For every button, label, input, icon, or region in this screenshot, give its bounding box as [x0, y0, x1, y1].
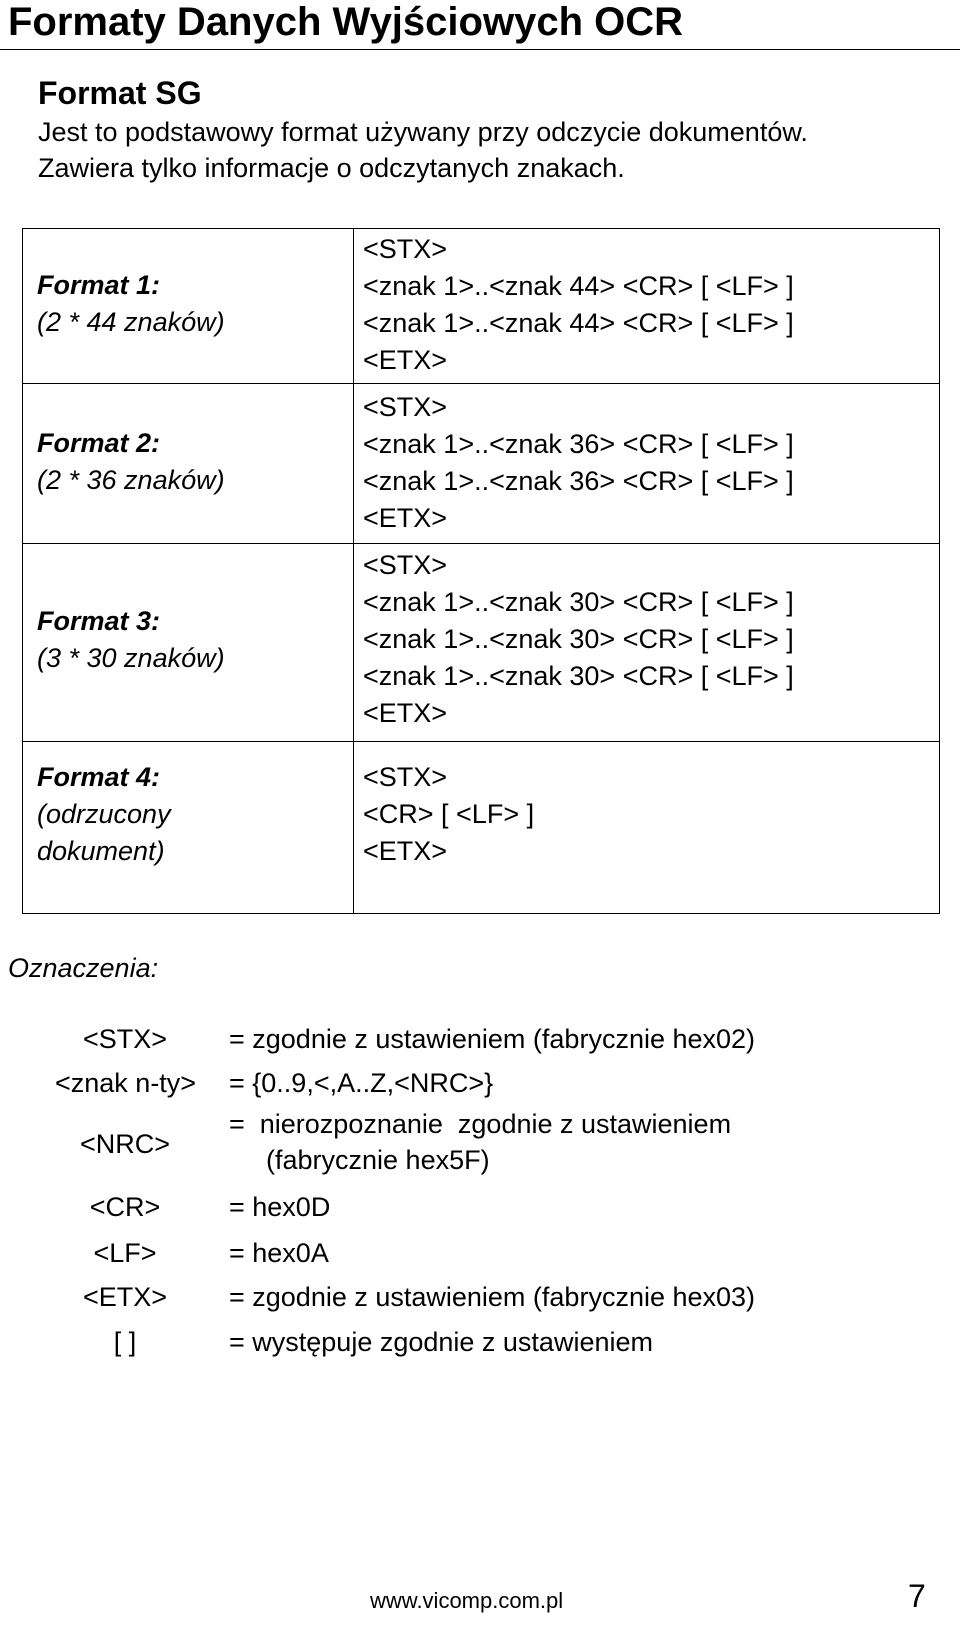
- legend-description-line: = zgodnie z ustawieniem (fabrycznie hex02): [229, 1024, 756, 1054]
- legend-description: [229, 1235, 329, 1271]
- format-code: [363, 759, 534, 870]
- title-rule: [0, 49, 960, 50]
- intro-line: Jest to podstawowy format używany przy odczycie dokumentów.: [38, 117, 808, 147]
- legend-description-line: = występuje zgodnie z ustawieniem: [229, 1327, 653, 1357]
- code-line: <znak 1>..<znak 36> <CR> [ <LF> ]: [363, 466, 794, 496]
- legend-item: [0, 1236, 960, 1276]
- legend-description: [229, 1106, 731, 1178]
- format-row-4: [23, 742, 939, 914]
- legend-description: [229, 1065, 493, 1101]
- format-label: [37, 759, 171, 870]
- legend-symbol: <znak n-ty>: [55, 1068, 197, 1098]
- legend-symbol: <ETX>: [82, 1282, 168, 1312]
- section-heading: Format SG: [38, 75, 202, 111]
- legend-item: [0, 1190, 960, 1230]
- code-line: <znak 1>..<znak 36> <CR> [ <LF> ]: [363, 429, 794, 459]
- code-line: <znak 1>..<znak 30> <CR> [ <LF> ]: [363, 661, 794, 691]
- legend-item: [0, 1280, 960, 1320]
- legend-symbol: <NRC>: [79, 1129, 171, 1159]
- legend-description: [229, 1189, 330, 1225]
- format-label: [37, 267, 225, 341]
- format-row-3: [23, 544, 939, 742]
- formats-table: [22, 228, 940, 914]
- code-line: <STX>: [363, 762, 448, 792]
- format-code: [363, 547, 794, 732]
- footer-url[interactable]: www.vicomp.com.pl: [370, 1588, 564, 1613]
- legend-description-line: = {0..9,<,A..Z,<NRC>}: [229, 1068, 494, 1098]
- code-line: <CR> [ <LF> ]: [363, 799, 535, 829]
- format-code: [363, 389, 794, 537]
- code-line: <STX>: [363, 234, 448, 264]
- code-line: <znak 1>..<znak 30> <CR> [ <LF> ]: [363, 587, 794, 617]
- legend-symbol: <LF>: [93, 1238, 157, 1268]
- code-line: <ETX>: [363, 345, 448, 375]
- legend-description: [229, 1021, 755, 1057]
- format-description: (odrzucony: [37, 799, 171, 829]
- legend-description: [229, 1324, 653, 1360]
- legend-item: [0, 1108, 960, 1184]
- legend-heading: Oznaczenia:: [8, 953, 159, 983]
- legend-description: [229, 1279, 755, 1315]
- code-line: <STX>: [363, 392, 448, 422]
- format-label: [37, 603, 225, 677]
- format-name: Format 2:: [37, 428, 161, 458]
- code-line: <znak 1>..<znak 44> <CR> [ <LF> ]: [363, 308, 794, 338]
- format-code: [363, 231, 794, 379]
- legend-description-line: (fabrycznie hex5F): [266, 1145, 490, 1175]
- page-number: 7: [908, 1578, 926, 1614]
- format-description: dokument): [37, 836, 165, 866]
- legend-description-line: = hex0A: [229, 1238, 329, 1268]
- format-name: Format 1:: [37, 270, 161, 300]
- page-title: Formaty Danych Wyjściowych OCR: [8, 0, 683, 44]
- intro-line: Zawiera tylko informacje o odczytanych znakach.: [38, 153, 625, 183]
- code-line: <znak 1>..<znak 30> <CR> [ <LF> ]: [363, 624, 794, 654]
- legend-description-line: = zgodnie z ustawieniem (fabrycznie hex03): [229, 1282, 756, 1312]
- code-line: <STX>: [363, 550, 448, 580]
- legend-item: [0, 1022, 960, 1062]
- legend-description-line: = nierozpoznanie zgodnie z ustawieniem: [229, 1109, 732, 1139]
- format-description: (2 * 36 znaków): [37, 465, 225, 495]
- format-description: (3 * 30 znaków): [37, 643, 225, 673]
- legend-symbol: [ ]: [113, 1327, 137, 1357]
- code-line: <ETX>: [363, 698, 448, 728]
- code-line: <ETX>: [363, 836, 448, 866]
- format-description: (2 * 44 znaków): [37, 307, 225, 337]
- intro-paragraph: [38, 114, 808, 186]
- code-line: <znak 1>..<znak 44> <CR> [ <LF> ]: [363, 271, 794, 301]
- legend-symbol: <CR>: [89, 1192, 161, 1222]
- code-line: <ETX>: [363, 503, 448, 533]
- format-label: [37, 425, 225, 499]
- legend-item: [0, 1066, 960, 1106]
- format-row-1: [23, 229, 939, 384]
- format-row-2: [23, 384, 939, 544]
- format-name: Format 3:: [37, 606, 161, 636]
- format-name: Format 4:: [37, 762, 161, 792]
- legend-symbol: <STX>: [82, 1024, 168, 1054]
- legend-item: [0, 1325, 960, 1365]
- legend-description-line: = hex0D: [229, 1192, 331, 1222]
